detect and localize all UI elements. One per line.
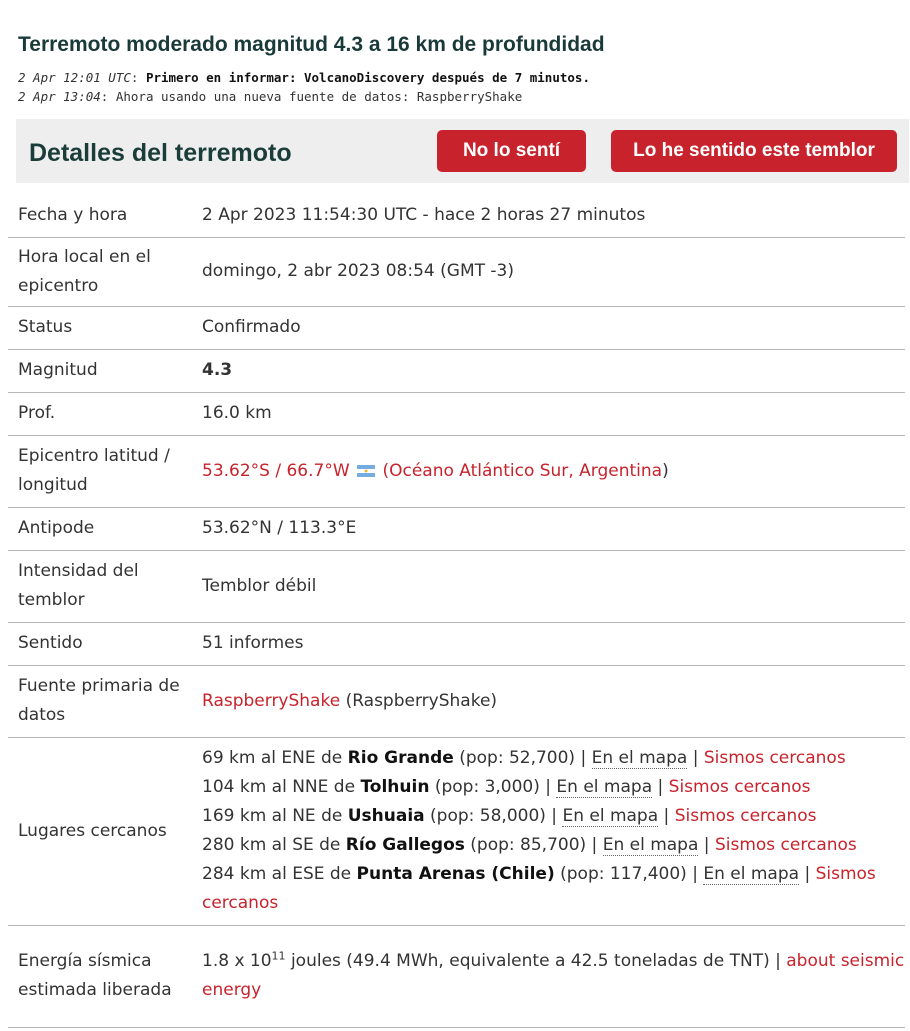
row-label: Intensidad del temblor bbox=[8, 550, 192, 622]
update-line: 2 Apr 13:04: Ahora usando una nueva fuente de datos: RaspberryShake bbox=[18, 89, 523, 104]
table-row bbox=[8, 507, 905, 550]
row-label: Magnitud bbox=[8, 349, 192, 392]
row-label: Fuente primaria de datos bbox=[8, 665, 192, 737]
table-row bbox=[8, 306, 905, 349]
table-row bbox=[8, 195, 905, 237]
map-link[interactable]: En el mapa bbox=[602, 835, 699, 855]
table-row bbox=[8, 665, 905, 737]
argentina-flag-icon bbox=[357, 458, 375, 470]
not-felt-button[interactable]: No lo sentí bbox=[437, 130, 586, 172]
row-label: Antipode bbox=[8, 507, 192, 550]
details-title: Detalles del terremoto bbox=[29, 139, 292, 167]
place-name: Río Gallegos bbox=[345, 835, 465, 855]
datetime-value: 2 Apr 2023 11:54:30 UTC - hace 2 horas 27 minutos bbox=[192, 195, 905, 237]
table-row bbox=[8, 349, 905, 392]
map-link[interactable]: En el mapa bbox=[591, 748, 688, 768]
row-label: Fecha y hora bbox=[8, 195, 192, 237]
region-link[interactable]: Océano Atlántico Sur bbox=[389, 460, 569, 481]
row-label: Lugares cercanos bbox=[8, 737, 192, 925]
list-item: 69 km al ENE de Rio Grande (pop: 52,700) | En el mapa | Sismos cercanos bbox=[202, 748, 846, 768]
table-row bbox=[8, 622, 905, 665]
update-line: 2 Apr 12:01 UTC: Primero en informar: VolcanoDiscovery después de 7 minutos. bbox=[18, 70, 590, 85]
place-name: Ushuaia bbox=[347, 806, 425, 826]
nearby-quakes-link[interactable]: Sismos cercanos bbox=[202, 864, 876, 913]
details-header bbox=[16, 119, 909, 183]
antipode-link[interactable]: 53.62°N / 113.3°E bbox=[192, 507, 905, 550]
felt-reports-value: 51 informes bbox=[192, 622, 905, 665]
row-label: Prof. bbox=[8, 392, 192, 435]
epicenter-coords-link[interactable]: 53.62°S / 66.7°W bbox=[202, 460, 350, 481]
list-item: 169 km al NE de Ushuaia (pop: 58,000) | En el mapa | Sismos cercanos bbox=[202, 806, 817, 826]
magnitude-value: 4.3 bbox=[192, 349, 905, 392]
energy-value: 1.8 x $10^{11}$ joules (49.4 MWh, equivalente a 42.5 toneladas de TNT) | about seismic energy bbox=[192, 925, 905, 1027]
map-link[interactable]: En el mapa bbox=[556, 777, 653, 797]
list-item: 280 km al SE de Río Gallegos (pop: 85,700) | En el mapa | Sismos cercanos bbox=[202, 835, 857, 855]
seismic-energy-link[interactable]: about seismic energy bbox=[202, 951, 905, 1000]
map-link[interactable]: En el mapa bbox=[703, 864, 800, 884]
update-text: Primero en informar: VolcanoDiscovery después de 7 minutos. bbox=[145, 70, 590, 85]
map-link[interactable]: En el mapa bbox=[562, 806, 659, 826]
table-row bbox=[8, 435, 905, 507]
list-item: 104 km al NNE de Tolhuin (pop: 3,000) | En el mapa | Sismos cercanos bbox=[202, 777, 811, 797]
update-time: 2 Apr 12:01 UTC bbox=[18, 70, 131, 85]
nearby-quakes-link[interactable]: Sismos cercanos bbox=[674, 806, 817, 826]
status-value: Confirmado bbox=[192, 306, 905, 349]
nearby-quakes-link[interactable]: Sismos cercanos bbox=[668, 777, 811, 797]
row-label: Hora local en el epicentro bbox=[8, 237, 192, 306]
nearby-quakes-link[interactable]: Sismos cercanos bbox=[714, 835, 857, 855]
depth-value: 16.0 km bbox=[192, 392, 905, 435]
felt-button[interactable]: Lo he sentido este temblor bbox=[611, 130, 897, 172]
update-log bbox=[18, 68, 590, 106]
row-label: Epicentro latitud / longitud bbox=[8, 435, 192, 507]
row-label: Energía sísmica estimada liberada bbox=[8, 925, 192, 1027]
source-link[interactable]: RaspberryShake bbox=[202, 690, 341, 711]
headline: Terremoto moderado magnitud 4.3 a 16 km de profundidad bbox=[18, 33, 605, 56]
place-name: Punta Arenas (Chile) bbox=[356, 864, 555, 884]
place-name: Tolhuin bbox=[360, 777, 430, 797]
table-row bbox=[8, 392, 905, 435]
country-link[interactable]: Argentina bbox=[579, 460, 663, 481]
intensity-value: Temblor débil bbox=[192, 550, 905, 622]
nearby-quakes-link[interactable]: Sismos cercanos bbox=[703, 748, 846, 768]
table-row bbox=[8, 925, 905, 1027]
table-row bbox=[8, 737, 905, 925]
table-row bbox=[8, 550, 905, 622]
table-row bbox=[8, 237, 905, 306]
epicenter-value: 53.62°S / 66.7°W (Océano Atlántico Sur, Argentina) bbox=[192, 435, 905, 507]
update-text: Ahora usando una nueva fuente de datos: RaspberryShake bbox=[115, 89, 523, 104]
update-time: 2 Apr 13:04 bbox=[18, 89, 101, 104]
source-value: RaspberryShake (RaspberryShake) bbox=[192, 665, 905, 737]
localtime-value: domingo, 2 abr 2023 08:54 (GMT -3) bbox=[192, 237, 905, 306]
list-item: 284 km al ESE de Punta Arenas (Chile) (pop: 117,400) | En el mapa | Sismos cercanos bbox=[202, 864, 876, 913]
details-table bbox=[8, 195, 905, 1028]
nearby-places-value bbox=[192, 737, 905, 925]
row-label: Sentido bbox=[8, 622, 192, 665]
row-label: Status bbox=[8, 306, 192, 349]
place-name: Rio Grande bbox=[347, 748, 454, 768]
